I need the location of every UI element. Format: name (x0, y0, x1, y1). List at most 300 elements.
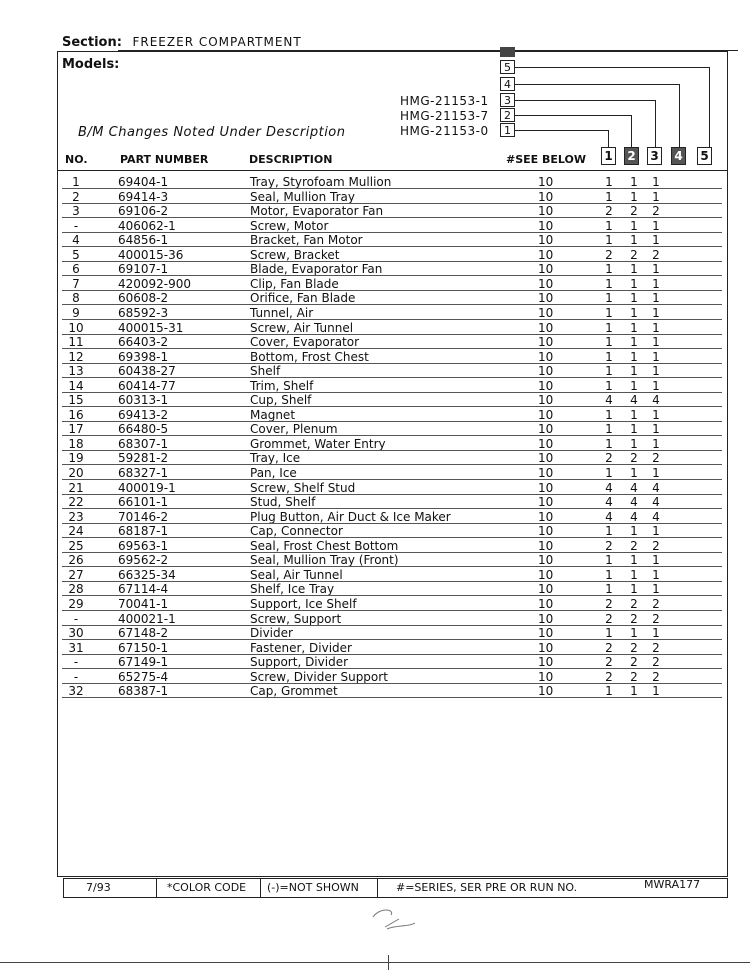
row-qty-model-3: 1 (652, 175, 660, 189)
table-row (62, 582, 722, 597)
row-qty-model-2: 1 (630, 364, 638, 379)
row-qty-model-2: 2 (630, 204, 638, 219)
section-label: Section: (62, 35, 122, 50)
row-description: Divider (250, 626, 293, 641)
row-qty-model-3: 1 (652, 364, 660, 379)
row-qty-model-2: 1 (630, 422, 638, 437)
row-see-below: 10 (538, 451, 554, 466)
row-qty-model-2: 1 (630, 349, 638, 364)
row-qty-model-2: 1 (630, 582, 638, 597)
row-part-number: 60414-77 (118, 378, 176, 393)
row-see-below: 10 (538, 480, 554, 495)
row-qty-model-1: 1 (605, 524, 613, 539)
row-no: - (73, 611, 79, 626)
row-see-below: 10 (538, 655, 554, 670)
bracket-line (515, 100, 655, 101)
col-box-4: 4 (671, 147, 686, 165)
model-box-2: 2 (500, 108, 515, 122)
row-no: 28 (68, 582, 84, 597)
row-qty-model-1: 1 (605, 349, 613, 364)
row-see-below: 10 (538, 218, 554, 233)
row-qty-model-2: 1 (630, 305, 638, 320)
table-row (62, 204, 722, 219)
row-description: Motor, Evaporator Fan (250, 204, 384, 219)
table-row (62, 655, 722, 670)
row-qty-model-2: 2 (630, 669, 638, 684)
row-qty-model-1: 1 (605, 175, 613, 189)
col-header-no: NO. (65, 153, 88, 166)
row-see-below: 10 (538, 262, 554, 277)
row-part-number: 67148-2 (118, 626, 169, 641)
row-no: 30 (68, 626, 84, 641)
header-rule (57, 170, 728, 171)
table-row (62, 422, 722, 437)
row-no: 19 (68, 451, 84, 466)
row-qty-model-3: 1 (652, 291, 660, 306)
row-qty-model-1: 4 (605, 509, 613, 524)
section-heading (62, 35, 302, 50)
row-qty-model-3: 1 (652, 553, 660, 568)
row-qty-model-1: 2 (605, 669, 613, 684)
row-description: Seal, Frost Chest Bottom (250, 538, 399, 553)
row-qty-model-2: 4 (630, 509, 638, 524)
row-part-number: 400019-1 (118, 480, 176, 495)
row-qty-model-3: 1 (652, 378, 660, 393)
row-no: 2 (72, 189, 80, 204)
row-part-number: 68327-1 (118, 466, 169, 480)
row-qty-model-2: 1 (630, 175, 638, 189)
row-no: 32 (68, 684, 84, 699)
row-see-below: 10 (538, 335, 554, 350)
row-qty-model-2: 1 (630, 567, 638, 582)
row-see-below: 10 (538, 684, 554, 699)
row-qty-model-2: 2 (630, 640, 638, 655)
row-no: 5 (72, 247, 80, 262)
row-see-below: 10 (538, 233, 554, 248)
row-part-number: 67114-4 (118, 582, 169, 597)
row-part-number: 65275-4 (118, 669, 169, 684)
page-mark-scribble (365, 905, 425, 935)
row-part-number: 69398-1 (118, 349, 169, 364)
row-description: Screw, Air Tunnel (250, 320, 354, 335)
row-qty-model-1: 1 (605, 335, 613, 350)
row-qty-model-3: 2 (652, 204, 660, 219)
table-row (62, 641, 722, 656)
table-row (62, 684, 722, 699)
row-description: Screw, Bracket (250, 247, 340, 262)
table-row (62, 495, 722, 510)
table-row (62, 510, 722, 525)
row-no: 14 (68, 378, 84, 393)
row-description: Fastener, Divider (250, 640, 352, 655)
row-description: Support, Divider (250, 655, 349, 670)
row-qty-model-3: 4 (652, 393, 660, 408)
row-part-number: 66480-5 (118, 422, 169, 437)
row-part-number: 400021-1 (118, 611, 176, 626)
row-qty-model-2: 2 (630, 538, 638, 553)
table-row (62, 408, 722, 423)
row-qty-model-3: 2 (652, 596, 660, 611)
row-see-below: 10 (538, 276, 554, 291)
row-description: Bottom, Frost Chest (250, 349, 369, 364)
row-no: 18 (68, 436, 84, 451)
row-qty-model-3: 2 (652, 247, 660, 262)
row-no: 4 (72, 233, 80, 248)
row-qty-model-1: 2 (605, 538, 613, 553)
table-row (62, 335, 722, 350)
row-qty-model-2: 1 (630, 218, 638, 233)
row-see-below: 10 (538, 247, 554, 262)
row-qty-model-3: 1 (652, 233, 660, 248)
row-description: Screw, Divider Support (250, 669, 388, 684)
box-cap (500, 47, 515, 57)
row-description: Screw, Shelf Stud (250, 480, 356, 495)
table-row (62, 466, 722, 481)
row-qty-model-1: 1 (605, 320, 613, 335)
row-qty-model-3: 1 (652, 466, 660, 480)
row-description: Cover, Evaporator (250, 335, 360, 350)
row-qty-model-2: 2 (630, 247, 638, 262)
table-row (62, 437, 722, 452)
row-part-number: 406062-1 (118, 218, 176, 233)
row-part-number: 64856-1 (118, 233, 169, 248)
table-row (62, 379, 722, 394)
row-see-below: 10 (538, 291, 554, 306)
row-qty-model-3: 1 (652, 436, 660, 451)
row-qty-model-3: 1 (652, 320, 660, 335)
row-no: 25 (68, 538, 84, 553)
row-part-number: 69413-2 (118, 407, 169, 422)
row-see-below: 10 (538, 320, 554, 335)
row-qty-model-1: 1 (605, 422, 613, 437)
row-see-below: 10 (538, 611, 554, 626)
row-no: 8 (72, 291, 80, 306)
row-no: 11 (68, 335, 84, 350)
row-description: Magnet (250, 407, 296, 422)
row-description: Orifice, Fan Blade (250, 291, 356, 306)
row-description: Support, Ice Shelf (250, 596, 357, 611)
row-qty-model-3: 2 (652, 538, 660, 553)
table-row (62, 481, 722, 496)
row-qty-model-3: 1 (652, 349, 660, 364)
row-qty-model-2: 1 (630, 320, 638, 335)
row-description: Stud, Shelf (250, 495, 316, 510)
row-see-below: 10 (538, 204, 554, 219)
row-qty-model-1: 1 (605, 364, 613, 379)
model-box-4: 4 (500, 77, 515, 91)
row-see-below: 10 (538, 189, 554, 204)
row-qty-model-2: 2 (630, 451, 638, 466)
row-see-below: 10 (538, 553, 554, 568)
table-row (62, 291, 722, 306)
row-qty-model-1: 1 (605, 233, 613, 248)
table-row (62, 219, 722, 234)
row-no: 9 (72, 305, 80, 320)
row-qty-model-1: 2 (605, 640, 613, 655)
table-row (62, 350, 722, 365)
row-qty-model-1: 1 (605, 305, 613, 320)
col-box-3: 3 (647, 147, 662, 165)
row-qty-model-1: 2 (605, 611, 613, 626)
col-box-5: 5 (697, 147, 712, 165)
row-qty-model-3: 1 (652, 582, 660, 597)
table-row (62, 553, 722, 568)
row-qty-model-1: 4 (605, 480, 613, 495)
row-qty-model-3: 4 (652, 480, 660, 495)
row-qty-model-1: 2 (605, 204, 613, 219)
row-see-below: 10 (538, 175, 554, 189)
row-no: 17 (68, 422, 84, 437)
row-see-below: 10 (538, 407, 554, 422)
row-qty-model-3: 1 (652, 684, 660, 699)
row-qty-model-1: 1 (605, 626, 613, 641)
row-description: Screw, Support (250, 611, 342, 626)
row-qty-model-2: 1 (630, 407, 638, 422)
row-qty-model-3: 1 (652, 262, 660, 277)
row-description: Bracket, Fan Motor (250, 233, 363, 248)
row-no: 22 (68, 495, 84, 510)
bracket-line (608, 130, 609, 147)
bracket-line (515, 67, 709, 68)
row-description: Grommet, Water Entry (250, 436, 386, 451)
table-row (62, 393, 722, 408)
row-qty-model-3: 1 (652, 626, 660, 641)
section-value: FREEZER COMPARTMENT (132, 35, 302, 49)
row-part-number: 69563-1 (118, 538, 169, 553)
row-description: Cover, Plenum (250, 422, 338, 437)
row-see-below: 10 (538, 466, 554, 480)
row-see-below: 10 (538, 495, 554, 510)
row-description: Tunnel, Air (250, 305, 314, 320)
row-qty-model-3: 2 (652, 669, 660, 684)
row-qty-model-2: 4 (630, 480, 638, 495)
row-qty-model-3: 1 (652, 407, 660, 422)
row-qty-model-2: 1 (630, 291, 638, 306)
row-part-number: 68307-1 (118, 436, 169, 451)
row-description: Seal, Air Tunnel (250, 567, 343, 582)
row-part-number: 68187-1 (118, 524, 169, 539)
row-see-below: 10 (538, 538, 554, 553)
row-qty-model-3: 4 (652, 509, 660, 524)
table-row (62, 539, 722, 554)
row-no: 1 (72, 175, 80, 189)
row-rule (62, 697, 722, 698)
table-row (62, 248, 722, 263)
table-row (62, 306, 722, 321)
table-row (62, 233, 722, 248)
row-qty-model-3: 1 (652, 335, 660, 350)
row-see-below: 10 (538, 626, 554, 641)
row-qty-model-2: 1 (630, 466, 638, 480)
bracket-line (631, 115, 632, 147)
row-see-below: 10 (538, 436, 554, 451)
footer-not-shown: (-)=NOT SHOWN (260, 879, 359, 897)
row-qty-model-3: 1 (652, 276, 660, 291)
row-see-below: 10 (538, 524, 554, 539)
row-description: Cap, Connector (250, 524, 343, 539)
row-no: 6 (72, 262, 80, 277)
row-part-number: 68387-1 (118, 684, 169, 699)
row-no: 27 (68, 567, 84, 582)
row-qty-model-2: 2 (630, 596, 638, 611)
row-qty-model-3: 1 (652, 305, 660, 320)
row-see-below: 10 (538, 640, 554, 655)
row-part-number: 60608-2 (118, 291, 169, 306)
row-description: Trim, Shelf (250, 378, 314, 393)
row-part-number: 400015-31 (118, 320, 184, 335)
row-see-below: 10 (538, 378, 554, 393)
row-qty-model-2: 4 (630, 495, 638, 510)
row-see-below: 10 (538, 669, 554, 684)
row-qty-model-2: 1 (630, 189, 638, 204)
row-qty-model-2: 1 (630, 684, 638, 699)
row-qty-model-1: 4 (605, 393, 613, 408)
row-qty-model-1: 2 (605, 596, 613, 611)
row-qty-model-2: 1 (630, 553, 638, 568)
row-description: Seal, Mullion Tray (Front) (250, 553, 399, 568)
row-qty-model-1: 1 (605, 567, 613, 582)
row-part-number: 70041-1 (118, 596, 169, 611)
model-box-3: 3 (500, 93, 515, 107)
row-see-below: 10 (538, 567, 554, 582)
row-no: - (73, 669, 79, 684)
row-qty-model-1: 1 (605, 684, 613, 699)
bracket-line (515, 84, 679, 85)
table-row (62, 568, 722, 583)
row-qty-model-1: 1 (605, 553, 613, 568)
bracket-line (515, 115, 631, 116)
row-no: - (73, 218, 79, 233)
row-description: Shelf (250, 364, 281, 379)
row-part-number: 69562-2 (118, 553, 169, 568)
bracket-line (655, 100, 656, 147)
row-no: 13 (68, 364, 84, 379)
table-row (62, 626, 722, 641)
row-qty-model-1: 4 (605, 495, 613, 510)
row-qty-model-1: 1 (605, 582, 613, 597)
row-part-number: 69404-1 (118, 175, 169, 189)
model-name: HMG-21153-1 (400, 94, 489, 108)
bracket-line (679, 84, 680, 147)
row-qty-model-3: 1 (652, 567, 660, 582)
page-bottom-rule (0, 962, 750, 963)
footer-series: #=SERIES, SER PRE OR RUN NO. (377, 879, 577, 897)
row-description: Plug Button, Air Duct & Ice Maker (250, 509, 451, 524)
col-header-part-number: PART NUMBER (120, 153, 209, 166)
row-description: Pan, Ice (250, 466, 297, 480)
bm-changes-note: B/M Changes Noted Under Description (78, 125, 346, 140)
row-description: Cap, Grommet (250, 684, 338, 699)
col-box-2: 2 (624, 147, 639, 165)
row-part-number: 59281-2 (118, 451, 169, 466)
row-description: Screw, Motor (250, 218, 329, 233)
table-row (62, 321, 722, 336)
row-see-below: 10 (538, 305, 554, 320)
row-no: 12 (68, 349, 84, 364)
row-part-number: 400015-36 (118, 247, 184, 262)
row-part-number: 60313-1 (118, 393, 169, 408)
row-qty-model-2: 1 (630, 262, 638, 277)
row-qty-model-1: 1 (605, 276, 613, 291)
row-qty-model-1: 1 (605, 436, 613, 451)
table-row (62, 451, 722, 466)
row-qty-model-2: 2 (630, 655, 638, 670)
row-qty-model-1: 2 (605, 451, 613, 466)
table-row (62, 670, 722, 685)
footer-color-code: *COLOR CODE (156, 879, 246, 897)
row-part-number: 66101-1 (118, 495, 169, 510)
row-no: - (73, 655, 79, 670)
row-part-number: 69106-2 (118, 204, 169, 219)
row-qty-model-3: 1 (652, 218, 660, 233)
row-description: Shelf, Ice Tray (250, 582, 335, 597)
row-see-below: 10 (538, 393, 554, 408)
model-name: HMG-21153-0 (400, 124, 489, 138)
row-no: 10 (68, 320, 84, 335)
row-description: Cup, Shelf (250, 393, 312, 408)
row-qty-model-2: 1 (630, 524, 638, 539)
row-no: 31 (68, 640, 84, 655)
row-part-number: 66403-2 (118, 335, 169, 350)
row-qty-model-3: 4 (652, 495, 660, 510)
row-part-number: 68592-3 (118, 305, 169, 320)
row-part-number: 69414-3 (118, 189, 169, 204)
table-row (62, 175, 722, 190)
row-no: 26 (68, 553, 84, 568)
row-no: 7 (72, 276, 80, 291)
row-qty-model-1: 1 (605, 218, 613, 233)
row-no: 29 (68, 596, 84, 611)
footer-bar (63, 878, 728, 898)
row-description: Tray, Ice (250, 451, 301, 466)
table-row (62, 597, 722, 612)
table-row (62, 364, 722, 379)
row-description: Blade, Evaporator Fan (250, 262, 383, 277)
row-description: Clip, Fan Blade (250, 276, 339, 291)
row-see-below: 10 (538, 422, 554, 437)
model-name: HMG-21153-7 (400, 109, 489, 123)
row-qty-model-3: 1 (652, 422, 660, 437)
col-header-see-below: #SEE BELOW (506, 153, 586, 166)
table-row (62, 524, 722, 539)
row-no: 15 (68, 393, 84, 408)
row-part-number: 67150-1 (118, 640, 169, 655)
row-no: 21 (68, 480, 84, 495)
row-qty-model-2: 1 (630, 436, 638, 451)
row-no: 16 (68, 407, 84, 422)
row-qty-model-1: 1 (605, 466, 613, 480)
row-see-below: 10 (538, 364, 554, 379)
row-qty-model-2: 1 (630, 276, 638, 291)
table-row (62, 190, 722, 205)
footer-doc-code: MWRA177 (644, 878, 701, 891)
row-qty-model-2: 4 (630, 393, 638, 408)
row-qty-model-3: 2 (652, 451, 660, 466)
row-see-below: 10 (538, 509, 554, 524)
model-box-5: 5 (500, 60, 515, 74)
row-part-number: 60438-27 (118, 364, 176, 379)
row-qty-model-2: 1 (630, 378, 638, 393)
table-row (62, 262, 722, 277)
row-qty-model-1: 2 (605, 247, 613, 262)
bracket-line (709, 67, 710, 147)
row-qty-model-1: 1 (605, 189, 613, 204)
col-box-1: 1 (601, 147, 616, 165)
row-no: 24 (68, 524, 84, 539)
row-qty-model-2: 1 (630, 626, 638, 641)
row-qty-model-2: 2 (630, 611, 638, 626)
row-qty-model-2: 1 (630, 335, 638, 350)
